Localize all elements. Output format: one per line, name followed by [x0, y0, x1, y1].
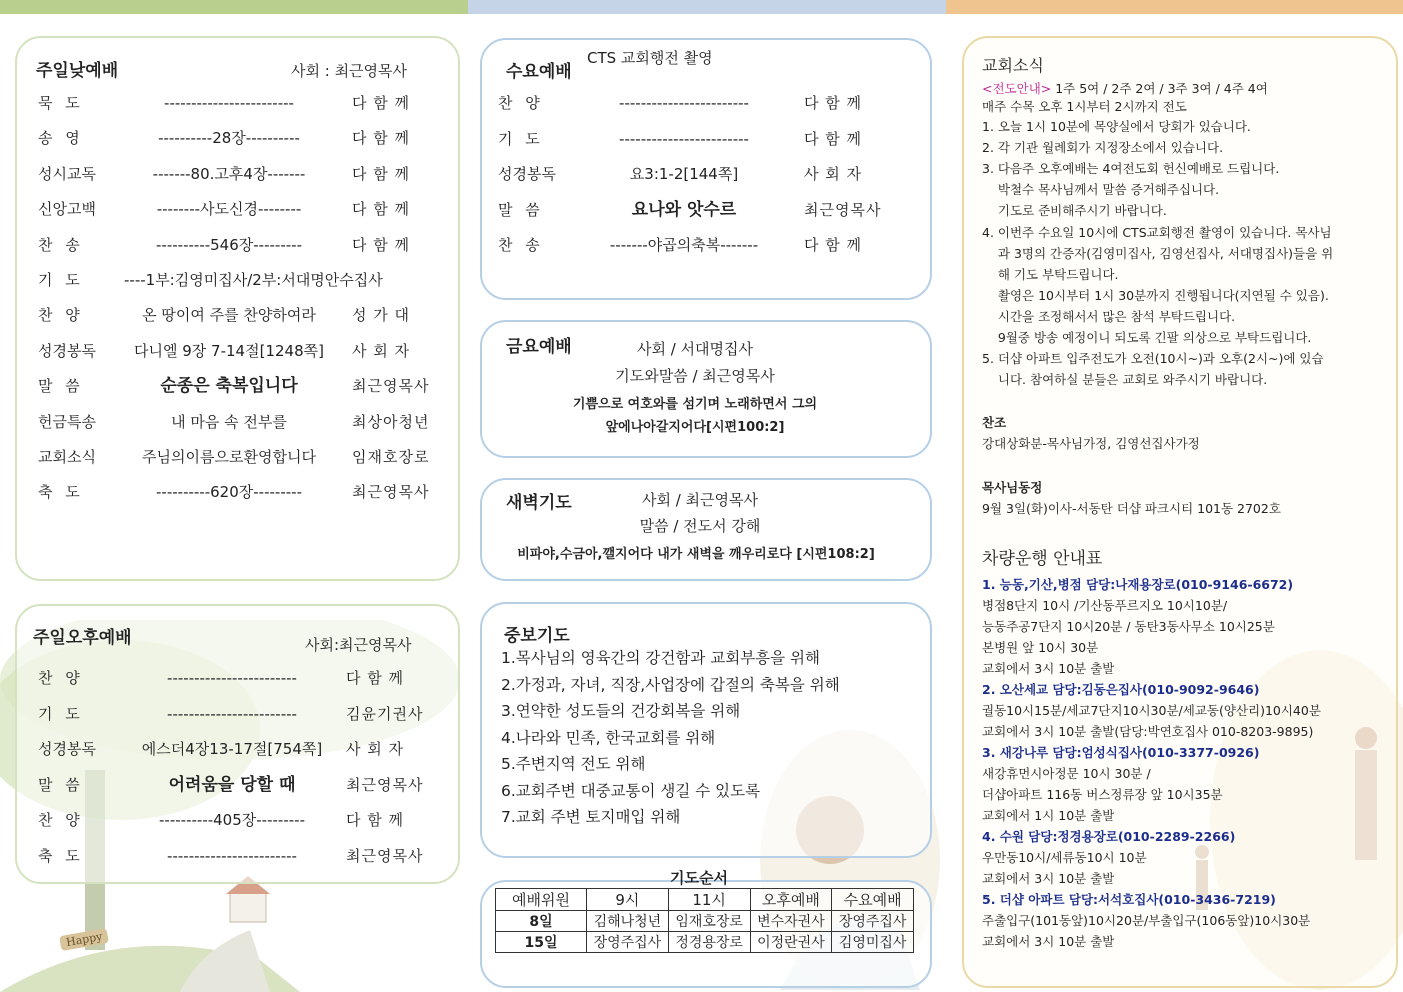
order-item-label: 찬 양: [498, 94, 540, 112]
order-item-content: ----------28장----------: [158, 129, 300, 148]
news-item: 박철수 목사님께서 말씀 증거해주십니다.: [982, 182, 1220, 198]
order-item-content: ------------------------: [167, 846, 297, 865]
order-item-person: 최근영목사: [346, 846, 424, 865]
order-row: [38, 340, 448, 362]
order-item-label: 기 도: [498, 129, 540, 148]
friday-verse-1: 기쁨으로 여호와를 섬기며 노래하면서 그의: [572, 397, 818, 412]
order-row: [38, 774, 448, 796]
order-item-label: 교회소식: [38, 448, 96, 466]
friday-preacher: 기도와말씀 / 최근영목사: [615, 367, 775, 385]
order-item-person: 다 함 께: [804, 236, 863, 255]
sunday-morning-leader: 사회 : 최근영목사: [291, 62, 408, 80]
prayer-order-table: [495, 888, 914, 953]
order-item-person: 다 함 께: [346, 669, 405, 687]
vehicle-route-head: 2. 오산세교 담당:김동은집사(010-9092-9646): [982, 682, 1260, 697]
news-item: 9월중 방송 예정이니 되도록 긴팔 의상으로 부탁드립니다.: [982, 330, 1312, 345]
flower-text: 강대상화분-목사님가정, 김영선집사가정: [982, 436, 1200, 451]
order-item-label: 찬 양: [38, 811, 80, 829]
news-item: 4. 이번주 수요일 10시에 CTS교회행전 촬영이 있습니다. 목사님: [982, 224, 1332, 240]
order-row: [38, 845, 448, 867]
order-item-label: 묵 도: [38, 94, 80, 112]
intercession-item: 2.가정과, 자녀, 직장,사업장에 갑절의 축복을 위해: [501, 675, 840, 694]
order-item-person: 사 회 자: [352, 341, 411, 360]
table-cell: 김해나청년: [587, 911, 669, 932]
order-item-label: 기 도: [38, 271, 80, 289]
dawn-prayer-title: 새벽기도: [506, 493, 572, 513]
order-item-person: 김윤기권사: [346, 704, 424, 723]
order-item-content: ----------546장---------: [156, 235, 302, 254]
header-cell: 11시: [668, 889, 750, 911]
table-cell: 8일: [496, 911, 587, 932]
order-item-person: 사 회 자: [346, 740, 405, 758]
order-item-content: -------야곱의축복-------: [609, 236, 759, 255]
order-item-person: 성 가 대: [352, 306, 411, 325]
order-row: [498, 128, 908, 150]
intercession-item: 6.교회주변 대중교통이 생길 수 있도록: [501, 781, 761, 800]
order-item-content: 에스더4장13-17절[754쪽]: [141, 740, 323, 758]
dawn-prayer-sermon: 말씀 / 전도서 강해: [639, 517, 761, 535]
order-item-person: 다 함 께: [804, 94, 863, 112]
vehicle-route-line: 새강휴먼시아정문 10시 30분 /: [982, 766, 1151, 781]
order-item-label: 기 도: [38, 704, 80, 723]
order-row: [498, 234, 908, 256]
order-item-content: 내 마음 속 전부를: [171, 412, 287, 431]
vehicle-route-line: 교회에서 3시 10분 출발: [982, 871, 1115, 886]
vehicle-route-head: 3. 새강나루 담당:엄성식집사(010-3377-0926): [982, 745, 1260, 760]
order-item-content: --------사도신경--------: [156, 200, 302, 219]
order-item-label: 신앙고백: [38, 200, 96, 219]
table-cell: 정경용장로: [668, 932, 750, 953]
order-row: [38, 411, 448, 433]
table-cell: 김영미집사: [832, 932, 914, 953]
vehicle-route-line: 능동주공7단지 10시20분 / 동탄3동사무소 10시25분: [982, 619, 1275, 634]
vehicle-title: 차량운행 안내표: [982, 549, 1103, 569]
order-item-person: 사 회 자: [804, 165, 863, 184]
header-cell: 오후예배: [750, 889, 832, 911]
prayer-order-title: 기도순서: [670, 869, 728, 887]
order-row: [38, 92, 448, 114]
order-item-label: 헌금특송: [38, 412, 96, 431]
vehicle-route-line: 우만동10시/세류동10시 10분: [982, 850, 1147, 865]
order-row: [38, 703, 448, 725]
evangelism-time: 매주 수목 오후 1시부터 2시까지 전도: [982, 99, 1187, 114]
order-item-label: 찬 송: [498, 236, 540, 255]
pastor-news-title: 목사님동정: [982, 480, 1043, 495]
news-item: 3. 다음주 오후예배는 4여전도회 헌신예배로 드립니다.: [982, 161, 1280, 177]
order-item-person: 다 함 께: [352, 164, 411, 183]
order-item-content: ------------------------: [167, 704, 297, 723]
sunday-morning-title: 주일낮예배: [36, 61, 119, 81]
table-cell: 변수자권사: [750, 911, 832, 932]
order-item-label: 축 도: [38, 483, 80, 502]
header-cell: 예배위원: [496, 889, 587, 911]
table-cell: 장영주집사: [587, 932, 669, 953]
order-item-person: 다 함 께: [804, 129, 863, 148]
order-item-content: ----------405장---------: [159, 811, 305, 829]
friday-leader: 사회 / 서대명집사: [636, 340, 754, 358]
order-item-person: 최근영목사: [352, 483, 430, 502]
order-item-label: 성경봉독: [498, 165, 556, 184]
church-news-title: 교회소식: [982, 56, 1044, 75]
intercession-item: 7.교회 주변 토지매입 위해: [501, 808, 681, 826]
table-row: [496, 932, 914, 953]
news-item: 촬영은 10시부터 1시 30분까지 진행됩니다(지연될 수 있음).: [982, 287, 1329, 303]
order-item-label: 성경봉독: [38, 740, 96, 758]
dawn-prayer-leader: 사회 / 최근영목사: [641, 491, 759, 509]
order-item-content: 요나와 앗수르: [631, 199, 737, 220]
vehicle-route-line: 더샵아파트 116동 버스정류장 앞 10시35분: [982, 787, 1223, 802]
order-item-person: 최상아청년: [352, 412, 430, 431]
order-row: [38, 446, 448, 468]
order-item-content: 온 땅이여 주를 찬양하여라: [142, 306, 316, 325]
order-item-label: 성경봉독: [38, 341, 96, 360]
order-item-content: ------------------------: [619, 129, 749, 148]
order-item-label: 송 영: [38, 129, 80, 148]
order-item-content: 어려움을 당할 때: [168, 774, 296, 795]
happy-sign: Happy: [59, 928, 109, 951]
friday-title: 금요예배: [506, 337, 572, 357]
order-item-content: 순종은 축복입니다: [160, 376, 298, 397]
table-cell: 이정란권사: [750, 932, 832, 953]
order-row: [38, 127, 448, 149]
order-item-content: ----------620장---------: [156, 483, 302, 502]
header-cell: 수요예배: [832, 889, 914, 911]
order-item-person: 다 함 께: [346, 811, 405, 829]
evangelism-schedule: 1주 5여 / 2주 2여 / 3주 3여 / 4주 4여: [1051, 81, 1268, 96]
prayer-order-header-row: [496, 889, 914, 911]
vehicle-route-head: 4. 수원 담당:정경용장로(010-2289-2266): [982, 829, 1236, 844]
header-cell: 9시: [587, 889, 669, 911]
vehicle-route-line: 주출입구(101동앞)10시20분/부출입구(106동앞)10시30분: [982, 913, 1311, 928]
top-bar-middle: [468, 0, 946, 14]
order-row: [38, 667, 448, 689]
table-cell: 15일: [496, 932, 587, 953]
wednesday-title: 수요예배: [506, 62, 572, 82]
order-item-content: ------------------------: [164, 94, 294, 112]
order-item-label: 말 씀: [38, 377, 80, 396]
order-row: [498, 163, 908, 185]
vehicle-route-line: 궐동10시15분/세교7단지10시30분/세교동(양산리)10시40분: [982, 703, 1321, 718]
flower-title: 찬조: [982, 415, 1007, 430]
order-item-person: 다 함 께: [352, 235, 411, 254]
order-item-content: 주님의이름으로환영합니다: [142, 448, 316, 466]
wednesday-note: CTS 교회행전 촬영: [587, 49, 713, 67]
vehicle-route-head: 5. 더샵 아파트 담당:서석호집사(010-3436-7219): [982, 892, 1276, 907]
order-row: [38, 163, 448, 185]
order-item-person: 다 함 께: [352, 200, 411, 219]
news-item: 5. 더샵 아파트 입주전도가 오전(10시~)과 오후(2시~)에 있습: [982, 351, 1324, 367]
order-item-person: 최근영목사: [352, 377, 430, 396]
vehicle-route-line: 본병원 앞 10시 30분: [982, 640, 1099, 655]
sunday-afternoon-leader: 사회:최근영목사: [305, 636, 412, 654]
order-item-person: 최근영목사: [804, 200, 882, 219]
top-bar-right: [946, 0, 1403, 14]
order-row: [38, 304, 448, 326]
news-item: 1. 오늘 1시 10분에 목양실에서 당회가 있습니다.: [982, 119, 1251, 134]
intercession-item: 3.연약한 성도들의 건강회복을 위해: [501, 702, 741, 720]
news-item: 해 기도 부탁드립니다.: [982, 266, 1119, 282]
order-row: [38, 375, 448, 397]
dawn-prayer-verse: 비파야,수금아,깰지어다 내가 새벽을 깨우리로다 [시편108:2]: [517, 547, 875, 562]
order-item-person: 임재호장로: [352, 448, 430, 466]
order-item-content: 다니엘 9장 7-14절[1248쪽]: [134, 341, 324, 360]
vehicle-route-line: 교회에서 3시 10분 출발: [982, 934, 1115, 949]
vehicle-route-line: 병점8단지 10시 /기산동푸르지오 10시10분/: [982, 598, 1228, 613]
order-item-content: ------------------------: [167, 669, 297, 687]
order-item-content: ----1부:김영미집사/2부:서대명안수집사: [124, 271, 383, 289]
order-row: [38, 269, 448, 291]
order-item-label: 축 도: [38, 846, 80, 865]
news-item: 과 3명의 간증자(김영미집사, 김영선집사, 서대명집사)들을 위: [982, 245, 1334, 261]
order-item-person: 최근영목사: [346, 775, 424, 794]
order-item-content: 요3:1-2[144쪽]: [629, 165, 739, 184]
table-cell: 장영주집사: [832, 911, 914, 932]
order-item-label: 찬 양: [38, 669, 80, 687]
order-item-content: ------------------------: [619, 94, 749, 112]
order-item-label: 찬 양: [38, 306, 80, 325]
order-row: [38, 809, 448, 831]
order-row: [498, 199, 908, 221]
pastor-news-text: 9월 3일(화)이사-서동탄 더샵 파크시티 101동 2702호: [982, 501, 1281, 516]
intercession-title: 중보기도: [504, 626, 570, 646]
vehicle-route-line: 교회에서 3시 10분 출발(담당:박연호집사 010-8203-9895): [982, 724, 1314, 739]
top-bar-left: [0, 0, 468, 14]
order-row: [38, 198, 448, 220]
order-item-content: -------80.고후4장-------: [152, 164, 306, 183]
order-row: [38, 481, 448, 503]
intercession-item: 5.주변지역 전도 위해: [501, 755, 646, 773]
order-item-person: 다 함 께: [352, 94, 411, 112]
intercession-item: 4.나라와 민족, 한국교회를 위해: [501, 728, 716, 747]
friday-verse-2: 앞에나아갈지어다[시편100:2]: [605, 420, 785, 435]
news-item: 시간을 조정해서서 많은 참석 부탁드립니다.: [982, 308, 1236, 324]
table-cell: 임재호장로: [668, 911, 750, 932]
order-item-label: 성시교독: [38, 164, 96, 183]
news-item: 니다. 참여하실 분들은 교회로 와주시기 바랍니다.: [982, 372, 1268, 388]
order-row: [498, 92, 908, 114]
table-row: [496, 911, 914, 932]
order-item-person: 다 함 께: [352, 129, 411, 148]
sunday-afternoon-title: 주일오후예배: [33, 628, 132, 648]
news-item: 2. 각 기관 월례회가 지정장소에서 있습니다.: [982, 140, 1224, 156]
order-row: [38, 738, 448, 760]
order-item-label: 말 씀: [38, 775, 80, 794]
evangelism-tag: <전도안내>: [982, 81, 1052, 96]
order-item-label: 찬 송: [38, 235, 80, 254]
intercession-item: 1.목사님의 영육간의 강건함과 교회부흥을 위해: [501, 649, 820, 667]
order-item-label: 말 씀: [498, 200, 540, 219]
vehicle-route-line: 교회에서 3시 10분 출발: [982, 661, 1115, 676]
order-row: [38, 234, 448, 256]
vehicle-route-head: 1. 능동,기산,병점 담당:나재용장로(010-9146-6672): [982, 577, 1294, 592]
vehicle-route-line: 교회에서 1시 10분 출발: [982, 808, 1115, 823]
news-item: 기도로 준비해주시기 바랍니다.: [982, 203, 1167, 219]
